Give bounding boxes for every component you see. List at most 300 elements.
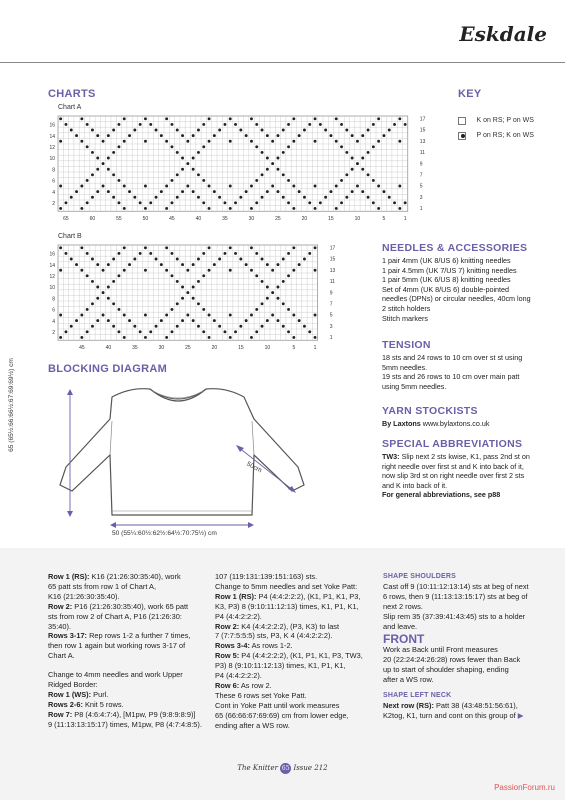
purl-dot [335,207,338,210]
abbrev-line: and K into back of it. [382,480,448,490]
instruction-line: Row 6: As row 2. [215,680,272,690]
purl-dot [277,157,280,160]
purl-dot [65,330,68,333]
purl-dot [271,162,274,165]
blocking-diagram [40,375,340,545]
purl-dot [266,319,269,322]
tension-heading: TENSION [382,339,431,351]
purl-dot [118,308,121,311]
purl-dot [171,123,174,126]
height-label: 65 (65½:66:66½:67:69:69½) cm [8,358,15,452]
purl-dot [213,263,216,266]
purl-dot [181,319,184,322]
purl-dot [144,314,147,317]
purl-dot [171,179,174,182]
col3-line: 6 rows, then 9 (11:13:13:15:17) sts at beg of [383,591,528,601]
purl-dot [250,269,253,272]
purl-dot [155,196,158,199]
purl-dot [181,297,184,300]
purl-dot [70,196,73,199]
purl-dot [292,207,295,210]
purl-dot [208,314,211,317]
purl-dot [107,297,110,300]
general-abbrev-link: For general abbreviations, see p88 [382,490,501,500]
watermark: PassionForum.ru [494,783,555,792]
purl-dot [91,258,94,261]
purl-dot [261,151,264,154]
key-label: P on RS; K on WS [476,132,534,140]
purl-dot [86,308,89,311]
purl-dot [261,280,264,283]
purl-dot [287,274,290,277]
purl-dot [165,269,168,272]
purl-dot [266,168,269,171]
svg-text:14: 14 [49,133,55,140]
svg-text:1: 1 [419,206,423,213]
purl-dot [107,319,110,322]
purl-dot [229,207,232,210]
purl-dot [75,190,78,193]
tension-list [382,353,557,391]
purl-dot [149,201,152,204]
purl-dot [186,314,189,317]
purl-dot [165,117,168,120]
purl-dot [239,258,242,261]
purl-dot [171,252,174,255]
svg-text:35: 35 [222,216,228,223]
purl-dot [86,123,89,126]
purl-dot [112,258,115,261]
purl-dot [367,151,370,154]
instruction-line: K3, P3) 8 (9:10:11:12:13) times, K1, P1, K1, [215,601,359,611]
purl-dot [112,302,115,305]
purl-dot [91,196,94,199]
purl-dot [123,314,126,317]
instruction-line: Row 1 (WS): Purl. [48,689,109,699]
purl-dot [377,117,380,120]
purl-dot [112,325,115,328]
purl-dot [298,263,301,266]
purl-dot [70,325,73,328]
purl-dot [112,280,115,283]
purl-dot [277,319,280,322]
purl-dot [102,269,105,272]
svg-text:25: 25 [185,345,191,352]
purl-dot [393,201,396,204]
needles-line: 1 pair 5mm (UK 6/US 8) knitting needles [382,275,511,285]
svg-text:30: 30 [158,345,165,352]
purl-dot [123,140,126,143]
abbrev-line: right needle over first st and K into back of it, [382,461,524,471]
purl-dot [335,140,338,143]
purl-dot [255,123,258,126]
instruction-line: Ridged Border: [48,680,98,690]
instruction-line: 107 (119:131:139:151:163) sts. [215,572,318,581]
purl-dot [277,297,280,300]
purl-dot [208,117,211,120]
purl-dot [239,129,242,132]
purl-dot [234,201,237,204]
purl-dot [133,258,136,261]
purl-dot [377,207,380,210]
purl-dot [197,129,200,132]
purl-dot [80,117,83,120]
purl-dot [144,269,147,272]
purl-dot [181,168,184,171]
purl-dot [118,179,121,182]
purl-dot [383,190,386,193]
col3-line: 20 (22:24:24:26:28) rows fewer than Back [383,655,521,665]
instruction-line: Row 1 (RS): P4 (4:4:2:2:2), (K1, P1, K1, P3, [215,591,361,601]
purl-dot [91,302,94,305]
purl-dot [144,246,147,249]
col3-line: and leave. [383,621,418,631]
purl-dot [128,190,131,193]
svg-text:17: 17 [419,116,426,123]
tension-line: 5mm needles. [382,362,428,372]
purl-dot [133,325,136,328]
purl-dot [314,117,317,120]
purl-dot [197,173,200,176]
purl-dot [176,196,179,199]
purl-dot [139,123,142,126]
instruction-line: Chart A. [48,651,75,661]
svg-text:14: 14 [49,262,55,269]
purl-dot [128,134,131,137]
purl-dot [133,196,136,199]
purl-dot [356,162,359,165]
instruction-line: 35:40). [48,621,72,631]
purl-dot [229,269,232,272]
purl-dot [298,190,301,193]
purl-dot [224,123,227,126]
purl-dot [186,291,189,294]
shape-shoulders-heading: SHAPE SHOULDERS [383,573,457,580]
purl-dot [398,140,401,143]
purl-dot [96,286,99,289]
purl-dot [192,263,195,266]
purl-dot [351,134,354,137]
purl-dot [86,274,89,277]
needles-line: needles (DPNs) or circular needles, 40cm long [382,294,531,304]
svg-text:2: 2 [52,330,55,337]
purl-dot [314,140,317,143]
purl-dot [91,151,94,154]
purl-dot [107,286,110,289]
purl-dot [102,291,105,294]
instructions-col-3 [383,572,558,721]
tension-line: using 5mm needles. [382,381,447,391]
instruction-line: 9 (11:13:13:15:17) times, M1pw, P8 (4:7:4:8:5). [48,719,202,729]
purl-dot [314,207,317,210]
purl-dot [59,269,62,272]
purl-dot [292,117,295,120]
purl-dot [314,314,317,317]
svg-text:5: 5 [419,183,423,190]
purl-dot [202,252,205,255]
purl-dot [250,336,253,339]
purl-dot [96,263,99,266]
purl-dot [245,190,248,193]
purl-dot [118,123,121,126]
purl-dot [271,291,274,294]
svg-text:40: 40 [195,216,202,223]
purl-dot [340,145,343,148]
purl-dot [367,129,370,132]
purl-dot [345,151,348,154]
purl-dot [107,263,110,266]
purl-dot [213,134,216,137]
purl-dot [75,319,78,322]
purl-dot [144,117,147,120]
charts-heading: CHARTS [48,88,96,100]
purl-dot [192,297,195,300]
purl-dot [123,269,126,272]
purl-dot [324,129,327,132]
purl-dot [176,173,179,176]
purl-dot [277,263,280,266]
purl-dot [139,330,142,333]
dot-square-icon [458,132,466,140]
needles-list [382,256,557,323]
purl-dot [345,196,348,199]
purl-dot [181,286,184,289]
purl-dot [80,314,83,317]
stockists-brand: By Laxtons [382,419,421,428]
svg-text:1: 1 [329,335,333,342]
purl-dot [192,168,195,171]
purl-dot [340,179,343,182]
svg-text:13: 13 [419,138,426,145]
purl-dot [229,314,232,317]
purl-dot [377,185,380,188]
purl-dot [239,196,242,199]
purl-dot [202,308,205,311]
purl-dot [128,319,131,322]
purl-dot [208,269,211,272]
stockists-url[interactable]: www.bylaxtons.co.uk [422,419,490,428]
purl-dot [255,252,258,255]
instruction-line: Row 2: P16 (21:26:30:35:40), work 65 patt [48,601,189,611]
purl-dot [213,190,216,193]
svg-text:15: 15 [328,216,334,223]
purl-dot [303,258,306,261]
purl-dot [80,269,83,272]
key-heading: KEY [458,88,482,100]
purl-dot [282,325,285,328]
purl-dot [192,190,195,193]
purl-dot [149,252,152,255]
purl-dot [155,258,158,261]
needles-line: Set of 4mm (UK 8/US 6) double-pointed [382,284,510,294]
purl-dot [319,123,322,126]
svg-text:20: 20 [301,216,308,223]
key-label: K on RS; P on WS [476,117,534,125]
purl-dot [165,314,168,317]
purl-dot [351,168,354,171]
purl-dot [171,201,174,204]
purl-dot [96,319,99,322]
purl-dot [250,314,253,317]
purl-dot [86,252,89,255]
purl-dot [245,134,248,137]
purl-dot [144,207,147,210]
instruction-line: These 6 rows set Yoke Patt. [215,690,307,700]
purl-dot [202,330,205,333]
purl-dot [144,185,147,188]
stockists-heading: YARN STOCKISTS [382,405,478,417]
header-rule [0,62,565,63]
abbrev-line: now slip 3rd st on right needle over first 2 sts [382,471,525,481]
purl-dot [277,134,280,137]
purl-dot [229,246,232,249]
purl-dot [261,196,264,199]
purl-dot [59,314,62,317]
svg-text:10: 10 [49,156,55,163]
col3-line: after a WS row. [383,675,434,685]
purl-dot [372,179,375,182]
purl-dot [171,145,174,148]
purl-dot [107,157,110,160]
svg-text:13: 13 [329,267,336,274]
purl-dot [192,319,195,322]
purl-dot [356,140,359,143]
purl-dot [197,302,200,305]
svg-text:10: 10 [354,216,361,223]
purl-dot [186,162,189,165]
blocking-heading: BLOCKING DIAGRAM [48,363,168,375]
purl-dot [330,190,333,193]
purl-dot [398,207,401,210]
purl-dot [372,145,375,148]
purl-dot [292,269,295,272]
svg-text:7: 7 [329,301,333,308]
svg-text:45: 45 [169,216,175,223]
purl-dot [86,179,89,182]
purl-dot [303,325,306,328]
purl-dot [266,134,269,137]
purl-dot [128,263,131,266]
col3-line: Patt 38 (43:48:51:56:61), [433,700,518,710]
purl-dot [118,201,121,204]
purl-dot [165,246,168,249]
purl-dot [266,297,269,300]
svg-text:7: 7 [419,172,423,179]
purl-dot [197,196,200,199]
purl-dot [118,145,121,148]
purl-dot [234,330,237,333]
svg-text:8: 8 [52,296,55,303]
purl-dot [266,286,269,289]
purl-dot [218,196,221,199]
purl-dot [271,185,274,188]
svg-text:60: 60 [89,216,96,223]
svg-text:30: 30 [248,216,255,223]
purl-dot [65,123,68,126]
purl-dot [112,196,115,199]
purl-dot [218,325,221,328]
col3-line: Cast off 9 (10:11:12:13:14) sts at beg of next [383,581,529,591]
purl-dot [171,330,174,333]
purl-dot [186,269,189,272]
abbreviations-text [382,452,562,500]
purl-dot [59,246,62,249]
purl-dot [229,336,232,339]
svg-text:2: 2 [52,201,55,208]
svg-text:50: 50 [142,216,149,223]
purl-dot [404,201,407,204]
svg-text:15: 15 [329,256,336,263]
purl-dot [224,252,227,255]
purl-dot [202,274,205,277]
purl-dot [398,185,401,188]
purl-dot [102,140,105,143]
purl-dot [208,140,211,143]
purl-dot [80,246,83,249]
purl-dot [404,123,407,126]
purl-dot [202,123,205,126]
purl-dot [86,330,89,333]
purl-dot [186,140,189,143]
instruction-line: P4 (4:4:2:2:2). [215,671,262,681]
purl-dot [112,129,115,132]
purl-dot [75,263,78,266]
purl-dot [335,117,338,120]
purl-dot [80,207,83,210]
purl-dot [250,185,253,188]
purl-dot [345,129,348,132]
purl-dot [181,190,184,193]
purl-dot [160,319,163,322]
purl-dot [202,201,205,204]
purl-dot [91,325,94,328]
purl-dot [218,258,221,261]
purl-dot [234,252,237,255]
purl-dot [361,168,364,171]
instruction-line: P3) 8 (9:10:11:12:13) times, K1, P1, K1, [215,661,346,671]
instruction-line: Row 7: P8 (4:6:4:7:4), [M1pw, P9 (9:8:9:8:9)] [48,709,196,719]
width-label: 50 (55¼:60½:62½:64½:70:75½) cm [112,530,217,537]
purl-dot [202,179,205,182]
svg-text:40: 40 [105,345,112,352]
purl-dot [266,157,269,160]
page-number: 65 [281,765,290,772]
purl-dot [261,302,264,305]
instruction-line: Cont in Yoke Patt until work measures [215,700,340,710]
needles-line: 2 stitch holders [382,303,431,313]
purl-dot [287,308,290,311]
instruction-line: 65 (66:66:67:69:69) cm from lower edge, [215,710,349,720]
purl-dot [208,246,211,249]
purl-dot [261,129,264,132]
svg-text:1: 1 [313,345,317,352]
purl-dot [208,185,211,188]
purl-dot [59,140,62,143]
purl-dot [229,140,232,143]
purl-dot [176,325,179,328]
svg-text:65: 65 [63,216,69,223]
instruction-line: Rows 3-4: As rows 1-2. [215,641,293,651]
svg-text:16: 16 [49,122,55,129]
purl-dot [59,185,62,188]
purl-dot [176,302,179,305]
svg-text:11: 11 [419,150,426,157]
purl-dot [393,123,396,126]
purl-dot [165,185,168,188]
purl-dot [340,123,343,126]
footer-magazine: The Knitter [237,764,278,772]
purl-dot [91,280,94,283]
